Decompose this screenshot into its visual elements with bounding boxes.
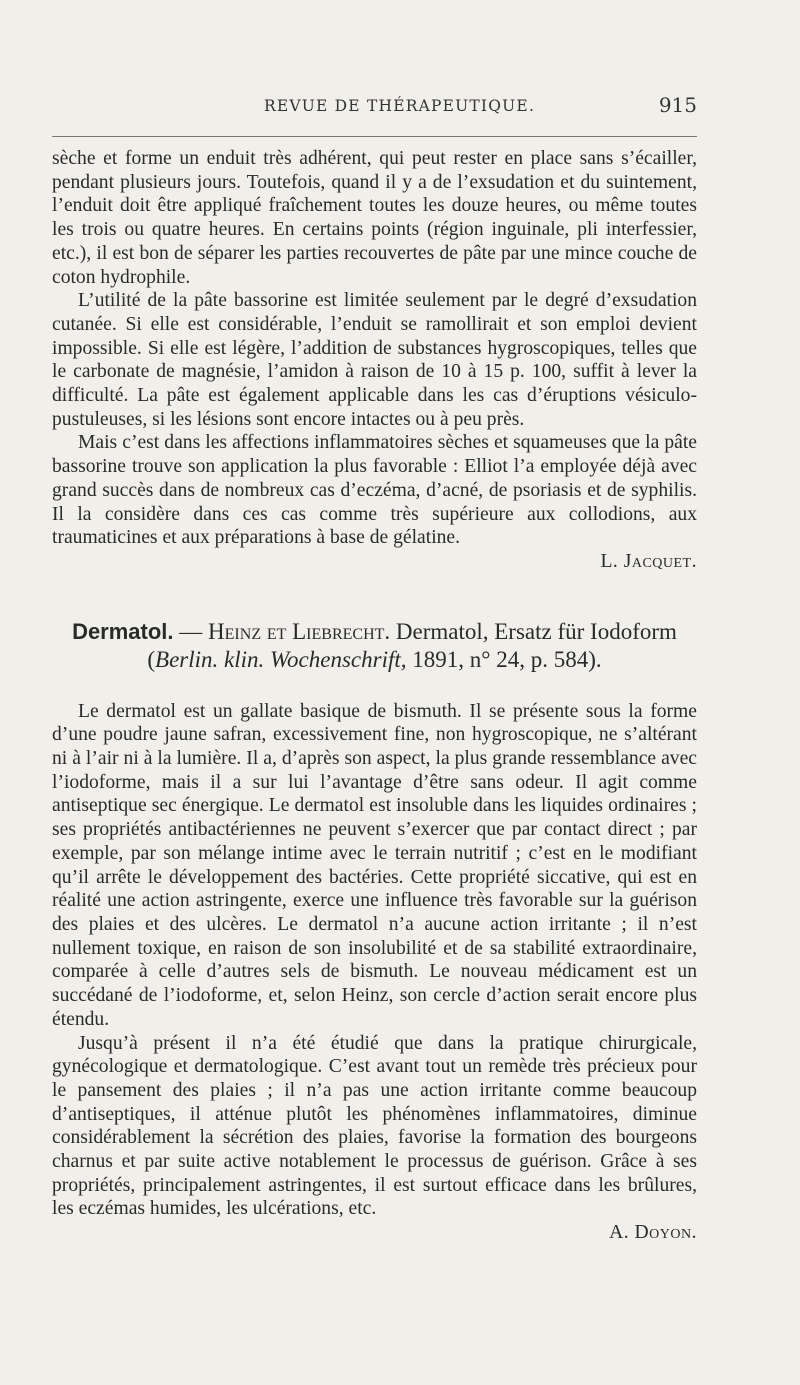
author-signature: A. Doyon. <box>609 1222 697 1244</box>
paragraph: Jusqu’à présent il n’a été étudié que dans la pratique chirurgicale, gynécologique et dermatologique. C’est avant tout un remède très précieux pour le pansement des plaies ; il n’a pas une action irritante comme beaucoup d’antiseptiques, il atténue plutôt les phénomènes inflammatoires, diminue considérablement la sécrétion des plaies, favorise la formation des bourgeons charnus et par suite active notablement le processus de guérison. Grâce à ses propriétés, principalement astringentes, il est surtout efficace dans les brûlures, les eczémas humides, les ulcérations, etc. <box>52 1032 697 1220</box>
running-title: REVUE DE THÉRAPEUTIQUE. <box>264 97 536 115</box>
review-heading <box>52 618 697 674</box>
paragraph: Mais c’est dans les affections inflammatoires sèches et squameuses que la pâte bassorine trouve son application la plus favorable : Elliot l’a employée déjà avec grand succès dans de nombreux cas d’eczéma, d’acné, de psoriasis et de syphilis. Il la considère dans ces cas comme très supérieure aux collodions, aux traumaticines et aux préparations à base de gélatine. <box>52 432 697 549</box>
review-title: Dermatol, Ersatz für Iodoform <box>390 618 677 644</box>
review-authors: Heinz et Liebrecht. <box>208 618 391 644</box>
heading-dash: — <box>173 618 209 644</box>
page-body <box>52 147 697 1245</box>
review-source-details: 1891, n° 24, p. 584). <box>406 646 602 672</box>
page-header <box>52 93 697 121</box>
page-number: 915 <box>658 93 697 117</box>
paragraph: L’utilité de la pâte bassorine est limitée seulement par le degré d’exsudation cutanée. Si elle est considérable, l’enduit se ramollirait et son emploi devient impossible. Si elle est légère, l’addition de substances hygroscopiques, telles que le carbonate de magnésie, l’amidon à raison de 10 à 15 p. 100, suffit à lever la difficulté. La pâte est également applicable dans les cas d’éruptions vésiculo-pustuleuses, si les lésions sont encore intactes ou à peu près. <box>52 290 697 430</box>
header-rule <box>52 136 697 137</box>
source-open-paren: ( <box>147 646 156 672</box>
paragraph: Le dermatol est un gallate basique de bismuth. Il se présente sous la forme d’une poudre jaune safran, excessivement fine, non hygroscopique, ne s’altérant ni à l’air ni à la lumière. Il a, d’après son aspect, la plus grande ressemblance avec l’iodoforme, mais il a sur lui l’avantage d’être sans odeur. Il agit comme antiseptique sec énergique. Le dermatol est insoluble dans les liquides ordinaires ; ses propriétés antibactériennes ne peuvent s’exercer que par contact direct ; par exemple, par son mélange intime avec le terrain nutritif ; c’est en le modifiant qu’il arrête le développement des bactéries. Cette propriété siccative, qui est en réalité une action astringente, exerce une influence très favorable sur la guérison des plaies et des ulcères. Le dermatol n’a aucune action irritante ; il n’est nullement toxique, en raison de son insolubilité et de sa stabilité extraordinaire, comparée à celle d’autres sels de bismuth. Le nouveau médicament est un succédané de l’iodoforme, et, selon Heinz, son cercle d’action serait encore plus étendu. <box>52 700 697 1030</box>
paragraph: sèche et forme un enduit très adhérent, qui peut rester en place sans s’écailler, pendant plusieurs jours. Toutefois, quand il y a de l’exsudation et du suintement, l’enduit doit être appliqué fraîchement toutes les douze heures, ou même toutes les trois ou quatre heures. En certains points (région inguinale, pli interfessier, etc.), il est bon de séparer les parties recouvertes de pâte par une mince couche de coton hydrophile. <box>52 148 697 288</box>
review-body <box>52 700 697 1245</box>
review-term: Dermatol. <box>72 618 174 644</box>
author-signature: L. Jacquet. <box>600 550 697 572</box>
review-source-journal: Berlin. klin. Wochenschrift, <box>155 646 407 672</box>
